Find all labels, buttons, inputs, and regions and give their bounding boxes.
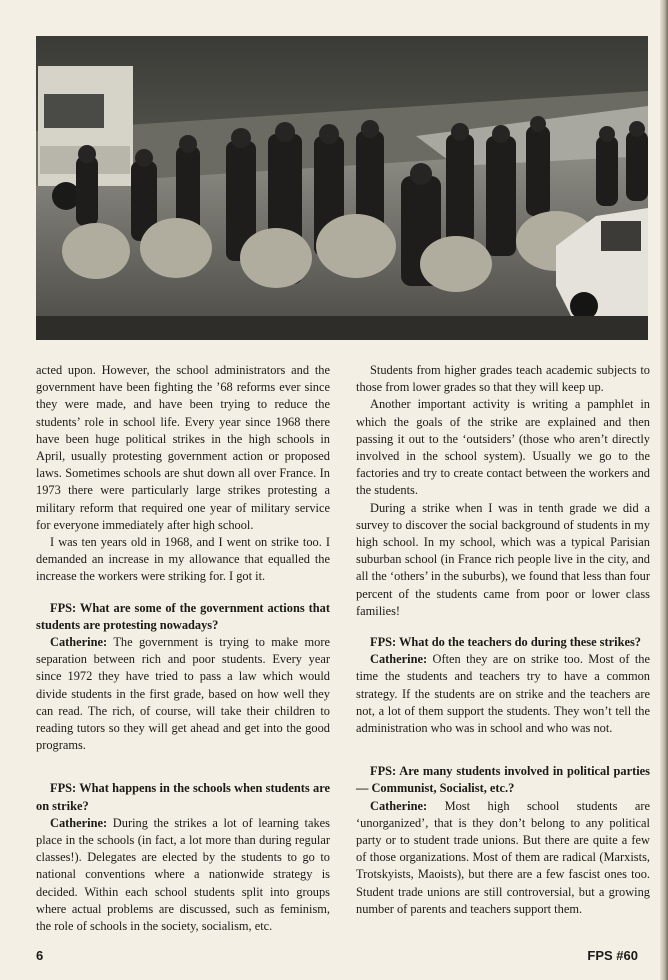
interview-question: FPS: What happens in the schools when students are on strike? <box>36 781 330 813</box>
right-column <box>356 362 650 918</box>
strike-roadblock-photo <box>36 36 648 340</box>
answer-text: During the strikes a lot of learning takes place in the schools (in fact, a lot more than during regular classes!). Delegates are elected by the students to go to national conventions where a nationwide strategy is decided. Within each school students split into groups where actual problems are discussed, such as feminism, the role of schools in the society, socialism, etc. <box>36 815 330 934</box>
interview-question: FPS: What are some of the government actions that students are protesting nowadays? <box>36 600 330 632</box>
interview-answer <box>36 634 330 754</box>
interview-answer <box>356 798 650 918</box>
interview-question: FPS: What do the teachers do during these strikes? <box>370 635 641 650</box>
issue-label: FPS #60 <box>587 948 638 963</box>
speaker-label: Catherine: <box>370 652 428 667</box>
interview-question: FPS: Are many students involved in political parties — Communist, Socialist, etc.? <box>356 764 650 796</box>
speaker-label: Catherine: <box>50 635 108 650</box>
answer-text: Most high school students are ‘unorganized’, that is they don’t belong to any political party or to student trade unions. But there are quite a few of those organizations. Most of them are radical (Marxists, Trotskyists, Maoists), but there are a few fascist ones too. Student trade unions are still controversial, but a growing number of parents and teachers support them. <box>356 798 650 916</box>
speaker-label: Catherine: <box>50 815 108 830</box>
photo-illustration <box>36 36 648 340</box>
speaker-label: Catherine: <box>370 798 428 813</box>
interview-answer <box>36 815 330 935</box>
page-number: 6 <box>36 948 44 963</box>
body-paragraph: Another important activity is writing a pamphlet in which the goals of the strike are explained and then passing it out to the ‘outsiders’ (those who aren’t directly involved in the school system). Usually we go to the factories and try to create contact between the workers and the students. <box>356 397 650 498</box>
left-column <box>36 362 330 935</box>
body-paragraph: acted upon. However, the school administrators and the government have been fighting the ’68 reforms ever since they were made, and have been trying to reduce the students’ role in school life. Every year since 1968 there have been huge political strikes in the high schools in April, usually protesting government action or proposed laws. Sometimes schools are shut down all over France. In 1973 there were particularly large strikes protesting a military reform that required one year of military service for everyone immediately after high school. <box>36 363 330 532</box>
answer-text: The government is trying to make more separation between rich and poor students. Every year since 1972 they have tried to pass a law which would divide students in the first grade, based on how well they can read. The rich, of course, will take their children to reading tutors so they will get ahead and get into the good programs. <box>36 635 330 753</box>
answer-text: Often they are on strike too. Most of the time the students and teachers try to have a common strategy. If the students are on strike and the teachers are not, a lot of them support the students. They won’t tell the administration who was in school and who was not. <box>356 652 650 736</box>
body-paragraph: During a strike when I was in tenth grade we did a survey to discover the social background of students in my high school. In my school, which was a typical Parisian suburban school (in France rich people live in the city, and all the ‘others’ in the suburbs), we found that less than four percent of the students came from poor or lower class families! <box>356 500 650 618</box>
body-paragraph: I was ten years old in 1968, and I went on strike too. I demanded an increase in my allowance that equalled the increase the workers were striking for. I got it. <box>36 535 330 584</box>
page-edge-shadow <box>660 0 668 980</box>
body-paragraph: Students from higher grades teach academic subjects to those from lower grades so that they will keep up. <box>356 363 650 395</box>
interview-answer <box>356 651 650 737</box>
